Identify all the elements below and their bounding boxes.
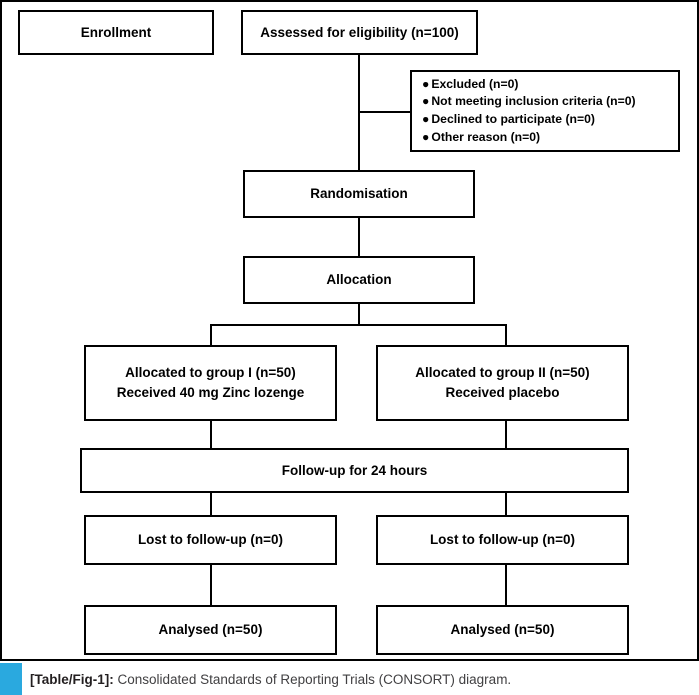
caption-accent-bar — [0, 663, 22, 695]
connector-lost2-to-analysed2 — [505, 565, 507, 605]
caption-text — [22, 672, 511, 687]
node-excluded-line-2: ● Declined to participate (n=0) — [422, 111, 595, 129]
node-assessed-for-eligibility — [241, 10, 478, 55]
connector-split-right-leg — [505, 324, 507, 346]
node-allocated-group-2 — [376, 345, 629, 421]
figure-caption — [0, 663, 699, 695]
node-assessed-line-0: Assessed for eligibility (n=100) — [260, 24, 459, 40]
node-followup-line-0: Follow-up for 24 hours — [281, 462, 428, 478]
node-allocation — [243, 256, 475, 304]
node-group1-line-1: Received 40 mg Zinc lozenge — [116, 385, 305, 400]
node-excluded-line-1: ● Not meeting inclusion criteria (n=0) — [422, 93, 636, 111]
connector-group2-to-followup — [505, 421, 507, 448]
bullet-icon: ● — [422, 94, 430, 109]
caption-body: Consolidated Standards of Reporting Trials (CONSORT) diagram. — [117, 671, 512, 687]
node-lost-followup-2 — [376, 515, 629, 565]
connector-followup-to-lost2 — [505, 493, 507, 515]
node-excluded — [410, 70, 680, 152]
node-lost-followup-1 — [84, 515, 337, 565]
node-enrollment — [18, 10, 214, 55]
connector-randomisation-to-allocation — [358, 218, 360, 256]
node-group2-line-1: Received placebo — [445, 385, 560, 400]
connector-allocation-split — [210, 324, 507, 326]
connector-lost1-to-analysed1 — [210, 565, 212, 605]
node-lost1-line-0: Lost to follow-up (n=0) — [137, 532, 284, 548]
connector-group1-to-followup — [210, 421, 212, 448]
node-analysed-1 — [84, 605, 337, 655]
node-group1-line-0: Allocated to group I (n=50) — [125, 365, 296, 381]
node-randomisation-line-0: Randomisation — [310, 186, 408, 202]
node-allocation-line-0: Allocation — [326, 272, 392, 288]
node-enrollment-line-0: Enrollment — [80, 24, 152, 40]
connector-allocation-to-split — [358, 304, 360, 325]
node-analysed1-line-0: Analysed (n=50) — [158, 622, 263, 638]
connector-assessed-to-excluded — [358, 111, 411, 113]
node-randomisation — [243, 170, 475, 218]
connector-split-left-leg — [210, 324, 212, 346]
bullet-icon: ● — [422, 129, 430, 144]
node-excluded-line-0: ● Excluded (n=0) — [422, 76, 518, 94]
node-excluded-line-3: ● Other reason (n=0) — [422, 129, 540, 147]
caption-label: [Table/Fig-1]: — [30, 671, 114, 687]
node-group2-line-0: Allocated to group II (n=50) — [415, 365, 590, 381]
node-allocated-group-1 — [84, 345, 337, 421]
node-lost2-line-0: Lost to follow-up (n=0) — [429, 532, 576, 548]
node-analysed-2 — [376, 605, 629, 655]
connector-followup-to-lost1 — [210, 493, 212, 515]
node-followup — [80, 448, 629, 493]
bullet-icon: ● — [422, 76, 430, 91]
node-analysed2-line-0: Analysed (n=50) — [450, 622, 555, 638]
bullet-icon: ● — [422, 112, 430, 126]
